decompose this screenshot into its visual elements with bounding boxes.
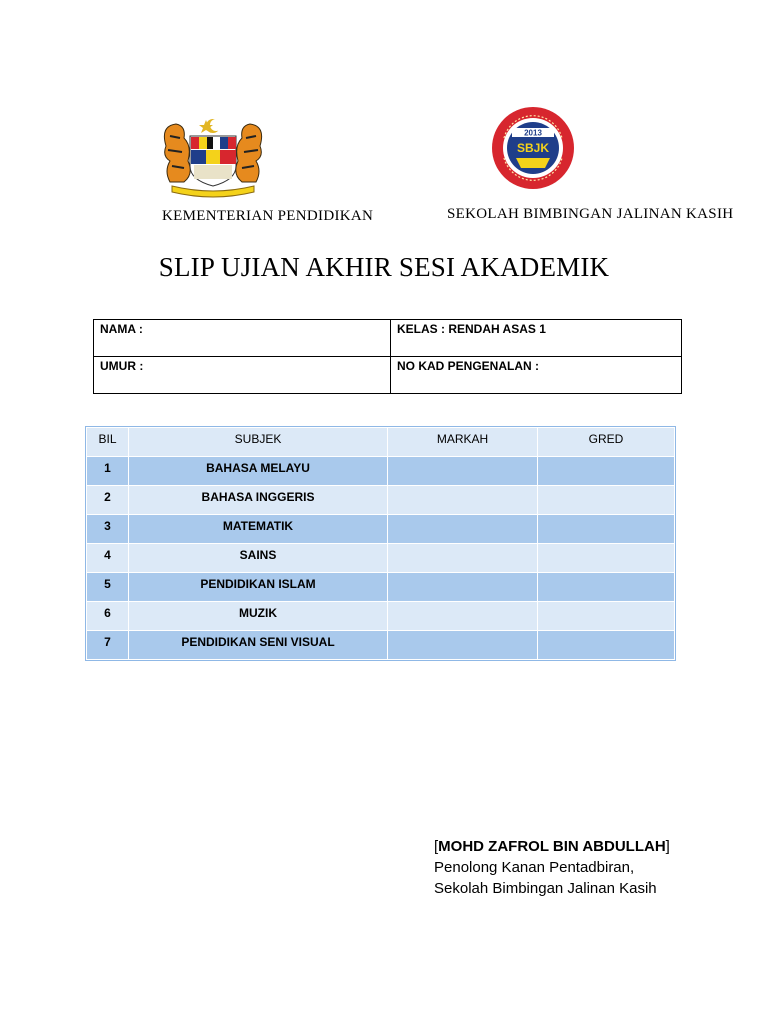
row-gred — [538, 515, 675, 544]
row-bil: 6 — [87, 602, 129, 631]
nama-field: NAMA : — [94, 320, 391, 357]
signatory-name: MOHD ZAFROL BIN ABDULLAH — [438, 838, 666, 855]
row-subjek: BAHASA MELAYU — [129, 457, 388, 486]
signatory-position: Penolong Kanan Pentadbiran, — [434, 859, 635, 876]
student-info-table — [93, 319, 682, 394]
row-markah — [388, 486, 538, 515]
row-bil: 2 — [87, 486, 129, 515]
table-row — [87, 486, 675, 515]
table-row — [87, 515, 675, 544]
svg-text:2013: 2013 — [524, 128, 542, 138]
header-markah: MARKAH — [388, 428, 538, 457]
table-row — [87, 631, 675, 660]
coat-of-arms-logo — [158, 116, 268, 198]
row-bil: 4 — [87, 544, 129, 573]
ministry-caption: KEMENTERIAN PENDIDIKAN — [162, 208, 374, 224]
row-subjek: SAINS — [129, 544, 388, 573]
row-subjek: MUZIK — [129, 602, 388, 631]
row-gred — [538, 544, 675, 573]
row-subjek: BAHASA INGGERIS — [129, 486, 388, 515]
row-gred — [538, 631, 675, 660]
no-kad-field: NO KAD PENGENALAN : — [391, 357, 682, 394]
table-row — [87, 544, 675, 573]
header-gred: GRED — [538, 428, 675, 457]
kelas-field: KELAS : RENDAH ASAS 1 — [391, 320, 682, 357]
row-bil: 5 — [87, 573, 129, 602]
row-subjek: PENDIDIKAN ISLAM — [129, 573, 388, 602]
row-bil: 3 — [87, 515, 129, 544]
svg-text:SBJK: SBJK — [516, 141, 550, 155]
row-gred — [538, 602, 675, 631]
row-markah — [388, 457, 538, 486]
row-markah — [388, 515, 538, 544]
grades-table — [86, 427, 675, 660]
school-logo — [490, 98, 576, 198]
row-markah — [388, 573, 538, 602]
signature-block — [434, 836, 670, 899]
header-subjek: SUBJEK — [129, 428, 388, 457]
table-row — [87, 602, 675, 631]
row-markah — [388, 602, 538, 631]
row-gred — [538, 457, 675, 486]
signatory-school: Sekolah Bimbingan Jalinan Kasih — [434, 880, 657, 897]
page-title: SLIP UJIAN AKHIR SESI AKADEMIK — [158, 252, 610, 282]
table-row — [87, 573, 675, 602]
row-subjek: PENDIDIKAN SENI VISUAL — [129, 631, 388, 660]
row-subjek: MATEMATIK — [129, 515, 388, 544]
row-markah — [388, 631, 538, 660]
table-row — [87, 457, 675, 486]
row-gred — [538, 486, 675, 515]
header-bil: BIL — [87, 428, 129, 457]
umur-field: UMUR : — [94, 357, 391, 394]
signatory-name-line: [MOHD ZAFROL BIN ABDULLAH] — [434, 838, 670, 855]
school-caption: SEKOLAH BIMBINGAN JALINAN KASIH — [447, 206, 734, 222]
row-bil: 1 — [87, 457, 129, 486]
row-markah — [388, 544, 538, 573]
row-bil: 7 — [87, 631, 129, 660]
grades-header-row — [87, 428, 675, 457]
row-gred — [538, 573, 675, 602]
